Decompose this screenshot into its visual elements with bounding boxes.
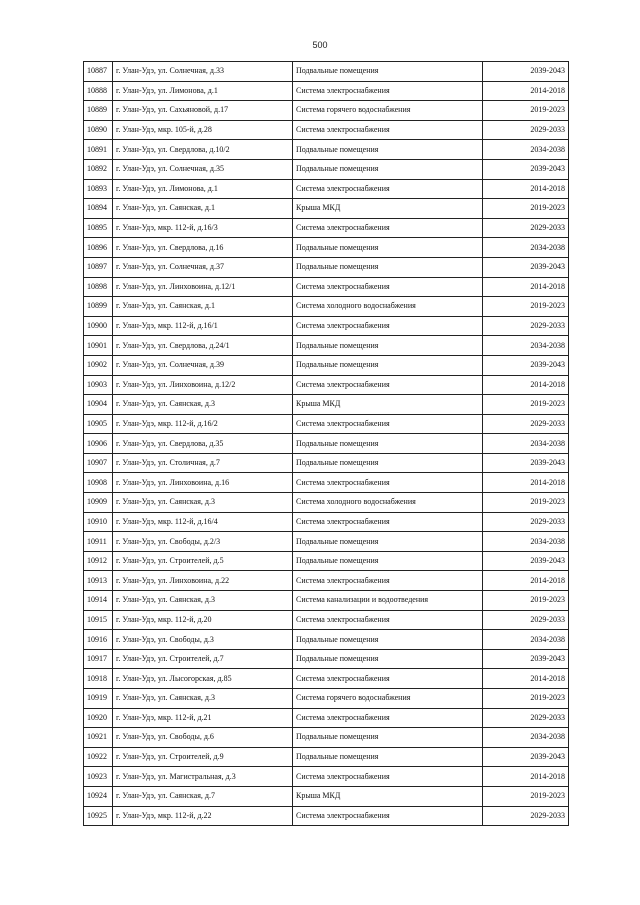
system-cell: Подвальные помещения <box>293 532 483 552</box>
table-row <box>84 179 569 199</box>
address-cell: г. Улан-Удэ, мкр. 112-й, д.16/1 <box>113 316 293 336</box>
table-row <box>84 493 569 513</box>
row-number-cell: 10909 <box>84 493 113 513</box>
page-number: 500 <box>312 40 328 50</box>
address-cell: г. Улан-Удэ, ул. Линховоина, д.12/2 <box>113 375 293 395</box>
address-cell: г. Улан-Удэ, ул. Саянская, д.7 <box>113 786 293 806</box>
period-cell: 2014-2018 <box>483 375 569 395</box>
system-cell: Система канализации и водоотведения <box>293 591 483 611</box>
table-row <box>84 395 569 415</box>
table-row <box>84 297 569 317</box>
table-row <box>84 532 569 552</box>
system-cell: Система электроснабжения <box>293 120 483 140</box>
period-cell: 2029-2033 <box>483 610 569 630</box>
table-row <box>84 101 569 121</box>
address-cell: г. Улан-Удэ, ул. Саянская, д.1 <box>113 297 293 317</box>
row-number-cell: 10894 <box>84 199 113 219</box>
table-row <box>84 473 569 493</box>
registry-table-body <box>84 62 569 826</box>
period-cell: 2039-2043 <box>483 159 569 179</box>
table-row <box>84 551 569 571</box>
period-cell: 2039-2043 <box>483 551 569 571</box>
period-cell: 2034-2038 <box>483 336 569 356</box>
address-cell: г. Улан-Удэ, ул. Линховоина, д.12/1 <box>113 277 293 297</box>
row-number-cell: 10906 <box>84 434 113 454</box>
table-row <box>84 453 569 473</box>
period-cell: 2039-2043 <box>483 257 569 277</box>
system-cell: Подвальные помещения <box>293 649 483 669</box>
row-number-cell: 10907 <box>84 453 113 473</box>
period-cell: 2014-2018 <box>483 473 569 493</box>
period-cell: 2029-2033 <box>483 708 569 728</box>
row-number-cell: 10891 <box>84 140 113 160</box>
period-cell: 2014-2018 <box>483 277 569 297</box>
row-number-cell: 10912 <box>84 551 113 571</box>
system-cell: Подвальные помещения <box>293 62 483 82</box>
table-row <box>84 81 569 101</box>
table-row <box>84 159 569 179</box>
address-cell: г. Улан-Удэ, ул. Свердлова, д.24/1 <box>113 336 293 356</box>
address-cell: г. Улан-Удэ, ул. Столичная, д.7 <box>113 453 293 473</box>
period-cell: 2014-2018 <box>483 571 569 591</box>
row-number-cell: 10917 <box>84 649 113 669</box>
period-cell: 2019-2023 <box>483 689 569 709</box>
system-cell: Система электроснабжения <box>293 767 483 787</box>
registry-table <box>83 61 569 826</box>
period-cell: 2029-2033 <box>483 218 569 238</box>
address-cell: г. Улан-Удэ, мкр. 112-й, д.21 <box>113 708 293 728</box>
address-cell: г. Улан-Удэ, ул. Лимонова, д.1 <box>113 179 293 199</box>
system-cell: Система электроснабжения <box>293 179 483 199</box>
period-cell: 2039-2043 <box>483 453 569 473</box>
period-cell: 2034-2038 <box>483 140 569 160</box>
period-cell: 2019-2023 <box>483 786 569 806</box>
period-cell: 2019-2023 <box>483 101 569 121</box>
address-cell: г. Улан-Удэ, ул. Магистральная, д.3 <box>113 767 293 787</box>
address-cell: г. Улан-Удэ, ул. Солнечная, д.37 <box>113 257 293 277</box>
table-row <box>84 375 569 395</box>
row-number-cell: 10898 <box>84 277 113 297</box>
table-row <box>84 630 569 650</box>
address-cell: г. Улан-Удэ, ул. Свободы, д.3 <box>113 630 293 650</box>
row-number-cell: 10895 <box>84 218 113 238</box>
address-cell: г. Улан-Удэ, ул. Сахьяновой, д.17 <box>113 101 293 121</box>
system-cell: Крыша МКД <box>293 395 483 415</box>
system-cell: Подвальные помещения <box>293 728 483 748</box>
table-row <box>84 277 569 297</box>
row-number-cell: 10915 <box>84 610 113 630</box>
row-number-cell: 10923 <box>84 767 113 787</box>
address-cell: г. Улан-Удэ, ул. Свободы, д.6 <box>113 728 293 748</box>
table-row <box>84 669 569 689</box>
period-cell: 2019-2023 <box>483 297 569 317</box>
address-cell: г. Улан-Удэ, ул. Свердлова, д.16 <box>113 238 293 258</box>
system-cell: Подвальные помещения <box>293 238 483 258</box>
row-number-cell: 10919 <box>84 689 113 709</box>
system-cell: Подвальные помещения <box>293 355 483 375</box>
table-row <box>84 316 569 336</box>
address-cell: г. Улан-Удэ, ул. Саянская, д.3 <box>113 493 293 513</box>
address-cell: г. Улан-Удэ, ул. Солнечная, д.39 <box>113 355 293 375</box>
address-cell: г. Улан-Удэ, ул. Строителей, д.9 <box>113 747 293 767</box>
address-cell: г. Улан-Удэ, мкр. 112-й, д.16/3 <box>113 218 293 238</box>
period-cell: 2014-2018 <box>483 767 569 787</box>
row-number-cell: 10920 <box>84 708 113 728</box>
system-cell: Система электроснабжения <box>293 218 483 238</box>
period-cell: 2039-2043 <box>483 649 569 669</box>
address-cell: г. Улан-Удэ, ул. Солнечная, д.35 <box>113 159 293 179</box>
row-number-cell: 10913 <box>84 571 113 591</box>
table-row <box>84 434 569 454</box>
system-cell: Система электроснабжения <box>293 512 483 532</box>
system-cell: Система электроснабжения <box>293 806 483 826</box>
system-cell: Подвальные помещения <box>293 747 483 767</box>
period-cell: 2039-2043 <box>483 355 569 375</box>
address-cell: г. Улан-Удэ, ул. Саянская, д.3 <box>113 395 293 415</box>
table-row <box>84 414 569 434</box>
table-row <box>84 747 569 767</box>
address-cell: г. Улан-Удэ, ул. Строителей, д.7 <box>113 649 293 669</box>
system-cell: Крыша МКД <box>293 199 483 219</box>
row-number-cell: 10900 <box>84 316 113 336</box>
table-row <box>84 571 569 591</box>
table-row <box>84 649 569 669</box>
table-row <box>84 689 569 709</box>
table-row <box>84 257 569 277</box>
system-cell: Система электроснабжения <box>293 610 483 630</box>
system-cell: Система электроснабжения <box>293 669 483 689</box>
system-cell: Система горячего водоснабжения <box>293 689 483 709</box>
row-number-cell: 10911 <box>84 532 113 552</box>
system-cell: Система горячего водоснабжения <box>293 101 483 121</box>
address-cell: г. Улан-Удэ, мкр. 112-й, д.16/2 <box>113 414 293 434</box>
table-row <box>84 62 569 82</box>
period-cell: 2019-2023 <box>483 395 569 415</box>
period-cell: 2034-2038 <box>483 728 569 748</box>
table-row <box>84 728 569 748</box>
system-cell: Система электроснабжения <box>293 375 483 395</box>
system-cell: Подвальные помещения <box>293 257 483 277</box>
address-cell: г. Улан-Удэ, мкр. 112-й, д.22 <box>113 806 293 826</box>
system-cell: Подвальные помещения <box>293 336 483 356</box>
period-cell: 2034-2038 <box>483 630 569 650</box>
address-cell: г. Улан-Удэ, ул. Саянская, д.3 <box>113 689 293 709</box>
system-cell: Подвальные помещения <box>293 159 483 179</box>
table-row <box>84 336 569 356</box>
row-number-cell: 10897 <box>84 257 113 277</box>
period-cell: 2019-2023 <box>483 591 569 611</box>
table-row <box>84 218 569 238</box>
system-cell: Система электроснабжения <box>293 473 483 493</box>
system-cell: Система электроснабжения <box>293 414 483 434</box>
table-row <box>84 767 569 787</box>
system-cell: Крыша МКД <box>293 786 483 806</box>
system-cell: Подвальные помещения <box>293 453 483 473</box>
address-cell: г. Улан-Удэ, мкр. 112-й, д.20 <box>113 610 293 630</box>
system-cell: Система холодного водоснабжения <box>293 493 483 513</box>
period-cell: 2019-2023 <box>483 493 569 513</box>
row-number-cell: 10887 <box>84 62 113 82</box>
address-cell: г. Улан-Удэ, ул. Саянская, д.3 <box>113 591 293 611</box>
address-cell: г. Улан-Удэ, ул. Линховоина, д.22 <box>113 571 293 591</box>
row-number-cell: 10890 <box>84 120 113 140</box>
system-cell: Система электроснабжения <box>293 708 483 728</box>
row-number-cell: 10892 <box>84 159 113 179</box>
period-cell: 2029-2033 <box>483 512 569 532</box>
table-row <box>84 355 569 375</box>
system-cell: Система холодного водоснабжения <box>293 297 483 317</box>
row-number-cell: 10899 <box>84 297 113 317</box>
period-cell: 2034-2038 <box>483 238 569 258</box>
row-number-cell: 10902 <box>84 355 113 375</box>
period-cell: 2019-2023 <box>483 199 569 219</box>
row-number-cell: 10888 <box>84 81 113 101</box>
row-number-cell: 10901 <box>84 336 113 356</box>
period-cell: 2034-2038 <box>483 434 569 454</box>
row-number-cell: 10910 <box>84 512 113 532</box>
row-number-cell: 10918 <box>84 669 113 689</box>
system-cell: Система электроснабжения <box>293 571 483 591</box>
address-cell: г. Улан-Удэ, ул. Линховоина, д.16 <box>113 473 293 493</box>
period-cell: 2029-2033 <box>483 120 569 140</box>
period-cell: 2034-2038 <box>483 532 569 552</box>
table-row <box>84 199 569 219</box>
system-cell: Система электроснабжения <box>293 81 483 101</box>
address-cell: г. Улан-Удэ, ул. Свердлова, д.35 <box>113 434 293 454</box>
row-number-cell: 10916 <box>84 630 113 650</box>
row-number-cell: 10903 <box>84 375 113 395</box>
row-number-cell: 10893 <box>84 179 113 199</box>
table-row <box>84 806 569 826</box>
address-cell: г. Улан-Удэ, ул. Лимонова, д.1 <box>113 81 293 101</box>
row-number-cell: 10925 <box>84 806 113 826</box>
address-cell: г. Улан-Удэ, ул. Свободы, д.2/3 <box>113 532 293 552</box>
table-row <box>84 708 569 728</box>
system-cell: Подвальные помещения <box>293 140 483 160</box>
row-number-cell: 10896 <box>84 238 113 258</box>
table-row <box>84 140 569 160</box>
row-number-cell: 10904 <box>84 395 113 415</box>
address-cell: г. Улан-Удэ, ул. Свердлова, д.10/2 <box>113 140 293 160</box>
period-cell: 2029-2033 <box>483 414 569 434</box>
period-cell: 2014-2018 <box>483 669 569 689</box>
row-number-cell: 10889 <box>84 101 113 121</box>
row-number-cell: 10924 <box>84 786 113 806</box>
address-cell: г. Улан-Удэ, ул. Солнечная, д.33 <box>113 62 293 82</box>
table-row <box>84 512 569 532</box>
period-cell: 2014-2018 <box>483 81 569 101</box>
address-cell: г. Улан-Удэ, ул. Лысогорская, д.85 <box>113 669 293 689</box>
address-cell: г. Улан-Удэ, ул. Саянская, д.1 <box>113 199 293 219</box>
period-cell: 2039-2043 <box>483 62 569 82</box>
table-row <box>84 591 569 611</box>
address-cell: г. Улан-Удэ, ул. Строителей, д.5 <box>113 551 293 571</box>
row-number-cell: 10922 <box>84 747 113 767</box>
address-cell: г. Улан-Удэ, мкр. 112-й, д.16/4 <box>113 512 293 532</box>
row-number-cell: 10914 <box>84 591 113 611</box>
system-cell: Система электроснабжения <box>293 316 483 336</box>
row-number-cell: 10908 <box>84 473 113 493</box>
table-row <box>84 120 569 140</box>
row-number-cell: 10921 <box>84 728 113 748</box>
table-row <box>84 786 569 806</box>
system-cell: Система электроснабжения <box>293 277 483 297</box>
period-cell: 2039-2043 <box>483 747 569 767</box>
system-cell: Подвальные помещения <box>293 434 483 454</box>
address-cell: г. Улан-Удэ, мкр. 105-й, д.28 <box>113 120 293 140</box>
period-cell: 2029-2033 <box>483 806 569 826</box>
system-cell: Подвальные помещения <box>293 630 483 650</box>
row-number-cell: 10905 <box>84 414 113 434</box>
table-row <box>84 610 569 630</box>
system-cell: Подвальные помещения <box>293 551 483 571</box>
period-cell: 2029-2033 <box>483 316 569 336</box>
period-cell: 2014-2018 <box>483 179 569 199</box>
table-row <box>84 238 569 258</box>
